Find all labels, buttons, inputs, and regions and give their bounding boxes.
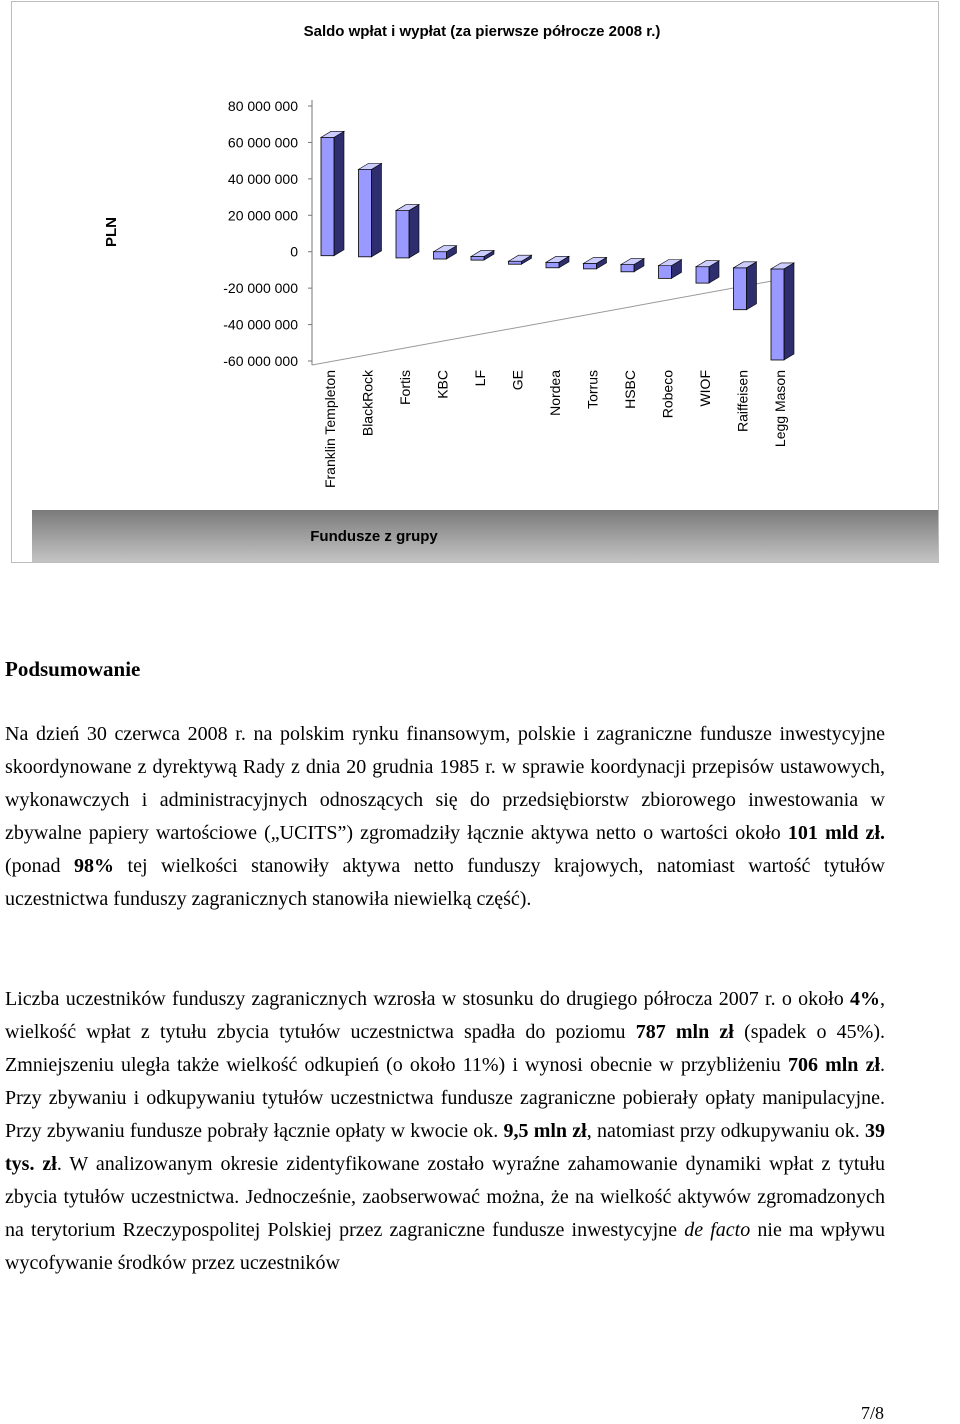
x-tick-label: GE [509, 370, 526, 391]
chart-floor-edge [312, 281, 772, 365]
bar-side [372, 163, 382, 256]
bar [471, 256, 484, 260]
y-tick-label: -20 000 000 [223, 280, 298, 297]
chart-title: Saldo wpłat i wypłat (za pierwsze półrocze 2008 r.) [303, 23, 661, 40]
bar [359, 169, 372, 256]
x-tick-label: LF [472, 370, 488, 387]
bar-chart [12, 2, 938, 562]
x-tick-label: BlackRock [359, 370, 376, 437]
bar [696, 267, 709, 283]
bar [321, 137, 334, 255]
x-tick-label: Raiffeisen [734, 370, 751, 433]
bar [584, 263, 597, 268]
y-tick-label: 20 000 000 [227, 207, 298, 224]
chart-container [11, 1, 939, 563]
section-heading: Podsumowanie [5, 657, 141, 681]
y-tick-label: 0 [290, 243, 298, 260]
bar [771, 269, 784, 360]
summary-paragraph-2: Liczba uczestników funduszy zagranicznych wzrosła w stosunku do drugiego półrocza 2007 r. o około 4%, wielkość wpłat z tytułu zbycia tytułów uczestnictwa spadła do poziomu 787 mln zł (spadek o 45%). Zmniejszeniu uległa także wielkość odkupień (o około 11%) i wynosi obecnie w przybliżeniu 706 mln zł. Przy zbywaniu i odkupywaniu tytułów uczestnictwa fundusze zagraniczne pobierały opłaty manipulacyjne. Przy zbywaniu fundusze pobrały łącznie opłaty w kwocie ok. 9,5 mln zł, natomiast przy odkupywaniu ok. 39 tys. zł. W analizowanym okresie zidentyfikowane zostało wyraźne zahamowanie dynamiki wpłat z tytułu zbycia tytułów uczestnictwa. Jednocześnie, zaobserwować można, że na wielkość aktywów zgromadzonych na terytorium Rzeczypospolitej Polskiej przez zagraniczne fundusze inwestycyjne de facto nie ma wpływu wycofywanie środków przez uczestników [5, 988, 886, 1274]
x-tick-label: Franklin Templeton [322, 370, 338, 489]
bar-side [784, 263, 794, 360]
bar [734, 268, 747, 310]
bar-side [747, 262, 757, 310]
x-tick-label: HSBC [622, 370, 638, 409]
y-tick-label: 80 000 000 [227, 98, 298, 114]
y-tick-label: -60 000 000 [223, 353, 298, 369]
y-tick-label: 60 000 000 [227, 134, 298, 151]
page-number: 7/8 [861, 1403, 885, 1423]
bar [621, 265, 634, 272]
x-axis-label: Fundusze z grupy [310, 528, 438, 545]
x-tick-label: Fortis [397, 370, 413, 405]
bar-side [409, 205, 419, 258]
x-tick-label: Robeco [659, 370, 676, 419]
bar [434, 252, 447, 259]
bar [396, 211, 409, 258]
x-tick-label: WIOF [697, 370, 713, 407]
chart-floor [32, 510, 938, 562]
y-axis-label: PLN [103, 217, 120, 247]
summary-paragraph-1: Na dzień 30 czerwca 2008 r. na polskim rynku finansowym, polskie i zagraniczne fundusze inwestycyjne skoordynowane z dyrektywą Rady z dnia 20 grudnia 1985 r. w sprawie koordynacji przepisów ustawowych, wykonawczych i administracyjnych odnoszących się do przedsiębiorstw zbiorowego inwestowania w zbywalne papiery wartościowe („UCITS”) zgromadziły łącznie aktywa netto o wartości około 101 mld zł. (ponad 98% tej wielkości stanowiły aktywa netto funduszy krajowych, natomiast wartość tytułów uczestnictwa funduszy zagranicznych stanowiła niewielką część). [5, 723, 885, 910]
x-tick-label: Torrus [584, 370, 601, 409]
bar [659, 266, 672, 279]
bar [546, 262, 559, 267]
x-tick-label: Nordea [547, 370, 563, 416]
y-tick-label: -40 000 000 [223, 316, 298, 333]
x-tick-label: Legg Mason [772, 370, 788, 448]
x-tick-label: KBC [434, 370, 451, 399]
bar-side [334, 131, 344, 255]
y-tick-label: 40 000 000 [227, 170, 298, 187]
bar [509, 261, 522, 264]
